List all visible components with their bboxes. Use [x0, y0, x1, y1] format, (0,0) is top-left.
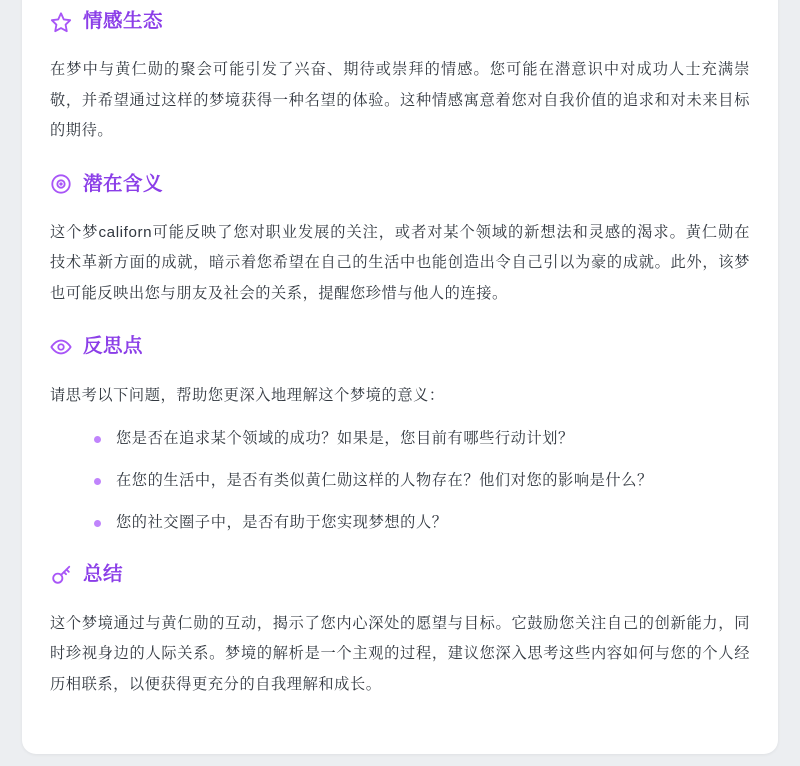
section-header: [50, 335, 750, 358]
section-emotional-ecology: [50, 10, 750, 147]
star-icon: [50, 11, 72, 33]
card-bottom-spacer: [50, 720, 750, 726]
target-icon: [50, 173, 72, 195]
list-item: [116, 467, 750, 495]
section-header: [50, 563, 750, 586]
eye-icon: [50, 336, 72, 358]
list-item-text: 在您的生活中，是否有类似黄仁勋这样的人物存在？他们对您的影响是什么？: [116, 472, 653, 490]
list-item: [116, 425, 750, 453]
reflection-question-list: [50, 425, 750, 537]
section-title: 情感生态: [83, 10, 164, 32]
section-header: [50, 173, 750, 196]
section-title: 潜在含义: [83, 172, 164, 195]
key-icon: [50, 564, 72, 586]
section-header: [50, 10, 750, 33]
section-paragraph: 这个梦境通过与黄仁勋的互动，揭示了您内心深处的愿望与目标。它鼓励您关注自己的创新能力，同时珍视身边的人际关系。梦境的解析是一个主观的过程，建议您深入思考这些内容如何与您的个人经历相联系，以便获得更充分的自我理解和成长。: [50, 614, 750, 693]
section-summary: [50, 563, 750, 700]
section-title: 反思点: [83, 335, 144, 358]
bullet-icon: [94, 520, 101, 527]
section-paragraph: 在梦中与黄仁勋的聚会可能引发了兴奋、期待或崇拜的情感。您可能在潜意识中对成功人士充满崇敬，并希望通过这样的梦境获得一种名望的体验。这种情感寓意着您对自我价值的追求和对未来目标的期待。: [50, 61, 750, 140]
reflection-lead-text: 请思考以下问题，帮助您更深入地理解这个梦境的意义：: [50, 386, 445, 404]
section-paragraph: 这个梦californ可能反映了您对职业发展的关注，或者对某个领域的新想法和灵感的渴求。黄仁勋在技术革新方面的成就，暗示着您希望在自己的生活中也能创造出令自己引以为豪的成就。此外，该梦也可能反映出您与朋友及社会的关系，提醒您珍惜与他人的连接。: [50, 224, 750, 302]
list-item-text: 您是否在追求某个领域的成功？如果是，您目前有哪些行动计划？: [116, 430, 574, 448]
dream-analysis-card: [22, 0, 778, 754]
section-title: 总结: [83, 563, 124, 586]
list-item-text: 您的社交圈子中，是否有助于您实现梦想的人？: [116, 514, 448, 532]
bullet-icon: [94, 436, 101, 443]
bullet-icon: [94, 478, 101, 485]
list-item: [116, 509, 750, 537]
section-potential-meaning: [50, 173, 750, 310]
section-reflection-points: [50, 335, 750, 537]
